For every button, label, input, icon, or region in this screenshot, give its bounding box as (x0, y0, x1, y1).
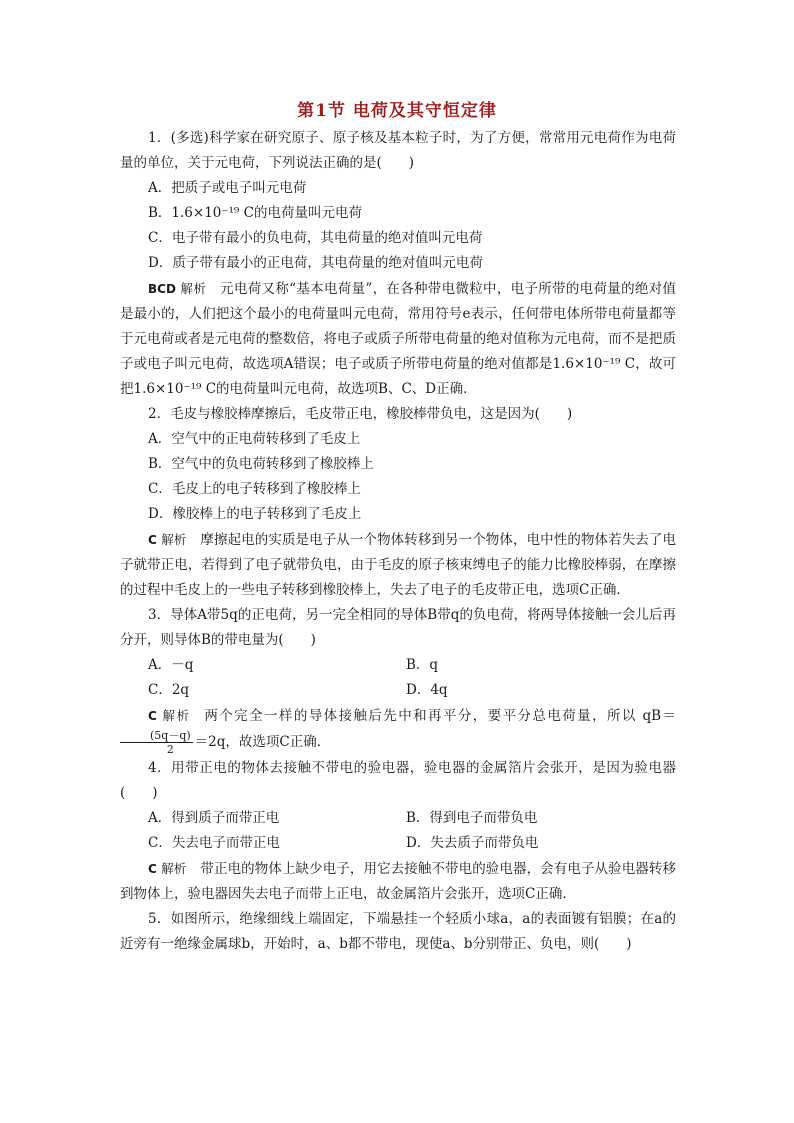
answer-label: C (148, 862, 157, 876)
fraction-denominator: 2 (166, 743, 174, 756)
fraction (120, 729, 193, 756)
question-3-analysis (120, 703, 676, 756)
analysis-text: 摩擦起电的实质是电子从一个物体转移到另一个物体，电中性的物体若失去了电子就带正电，若得到了电子就带负电，由于毛皮的原子核束缚电子的能力比橡胶棒弱，在摩擦的过程中毛皮上的一些电子转移到橡胶棒上，失去了电子的毛皮带正电，选项C正确． (120, 532, 676, 598)
question-2-option-b: B．空气中的负电荷转移到了橡胶棒上 (148, 456, 374, 472)
analysis-label: 解析 (161, 861, 187, 876)
question-3-stem: 3．导体A带5q的正电荷，另一完全相同的导体B带q的负电荷，将两导体接触一会儿后再分开，则导体B的带电量为( ) (120, 607, 676, 648)
fraction-numerator: (5q－q) (120, 729, 193, 743)
question-4-option-b: B．得到电子而带负电 (406, 810, 538, 826)
question-4-stem: 4．用带正电的物体去接触不带电的验电器，验电器的金属箔片会张开，是因为验电器( ) (120, 760, 676, 801)
question-3-option-c: C．2q (148, 682, 190, 698)
question-3-option-a: A．－q (148, 657, 194, 673)
question-4-option-c: C．失去电子而带正电 (148, 835, 280, 851)
question-4-analysis (120, 856, 676, 907)
analysis-text: 两个完全一样的导体接触后先中和再平分，要平分总电荷量，所以 qB＝ (204, 708, 676, 724)
question-2-option-d: D．橡胶棒上的电子转移到了毛皮上 (148, 506, 362, 522)
question-3-options-row-2 (120, 678, 676, 703)
question-2-analysis (120, 527, 676, 603)
question-4-option-a: A．得到质子而带正电 (148, 810, 280, 826)
page-title: 第1节 电荷及其守恒定律 (297, 101, 497, 121)
question-2-stem: 2．毛皮与橡胶棒摩擦后，毛皮带正电，橡胶棒带负电，这是因为( ) (148, 406, 573, 422)
question-1-option-a: A．把质子或电子叫元电荷 (148, 180, 307, 196)
analysis-label: 解析 (180, 281, 207, 296)
question-2-option-c: C．毛皮上的电子转移到了橡胶棒上 (148, 481, 361, 497)
question-list (120, 126, 676, 957)
question-2-option-a: A．空气中的正电荷转移到了毛皮上 (148, 431, 361, 447)
question-1-stem: 1．(多选)科学家在研究原子、原子核及基本粒子时，为了方便，常常用元电荷作为电荷量的单位，关于元电荷，下列说法正确的是( ) (120, 130, 676, 171)
question-1-analysis (120, 276, 676, 402)
question-3-options-row-1 (120, 653, 676, 678)
question-5-stem: 5．如图所示，绝缘细线上端固定，下端悬挂一个轻质小球a，a的表面镀有铝膜；在a的近旁有一绝缘金属球b，开始时，a、b都不带电，现使a、b分别带正、负电，则( ) (120, 911, 676, 952)
question-4-options-row-1 (120, 806, 676, 831)
answer-label: C (148, 709, 157, 723)
analysis-text: 带正电的物体上缺少电子，用它去接触不带电的验电器，会有电子从验电器转移到物体上，验电器因失去电子而带上正电，故金属箔片会张开，选项C正确． (120, 861, 676, 902)
question-1-option-b: B．1.6×10⁻¹⁹ C的电荷量叫元电荷 (148, 205, 362, 221)
analysis-text: 元电荷又称“基本电荷量”，在各种带电微粒中，电子所带的电荷量的绝对值是最小的，人们把这个最小的电荷量叫元电荷，常用符号e表示，任何带电体所带电荷量都等于元电荷或者是元电荷的整数倍，将电子或质子所带电荷量的绝对值称为元电荷，而不是把质子或电子叫元电荷，故选项A错误；电子或质子所带电荷量的绝对值都是1.6×10⁻¹⁹ C，故可把1.6×10⁻¹⁹ C的电荷量叫元电荷，故选项B、C、D正确． (120, 281, 676, 397)
question-3-option-b: B．q (406, 657, 439, 673)
analysis-label: 解析 (161, 532, 187, 547)
question-1-option-d: D．质子带有最小的正电荷，其电荷量的绝对值叫元电荷 (148, 255, 483, 271)
analysis-tail: ＝2q，故选项C正确． (194, 734, 331, 750)
question-4-option-d: D．失去质子而带负电 (406, 835, 539, 851)
analysis-label: 解析 (162, 708, 191, 723)
question-1-option-c: C．电子带有最小的负电荷，其电荷量的绝对值叫元电荷 (148, 230, 483, 246)
answer-label: C (148, 533, 157, 547)
answer-label: BCD (148, 282, 176, 296)
question-3-option-d: D．4q (406, 682, 448, 698)
question-4-options-row-2 (120, 831, 676, 856)
